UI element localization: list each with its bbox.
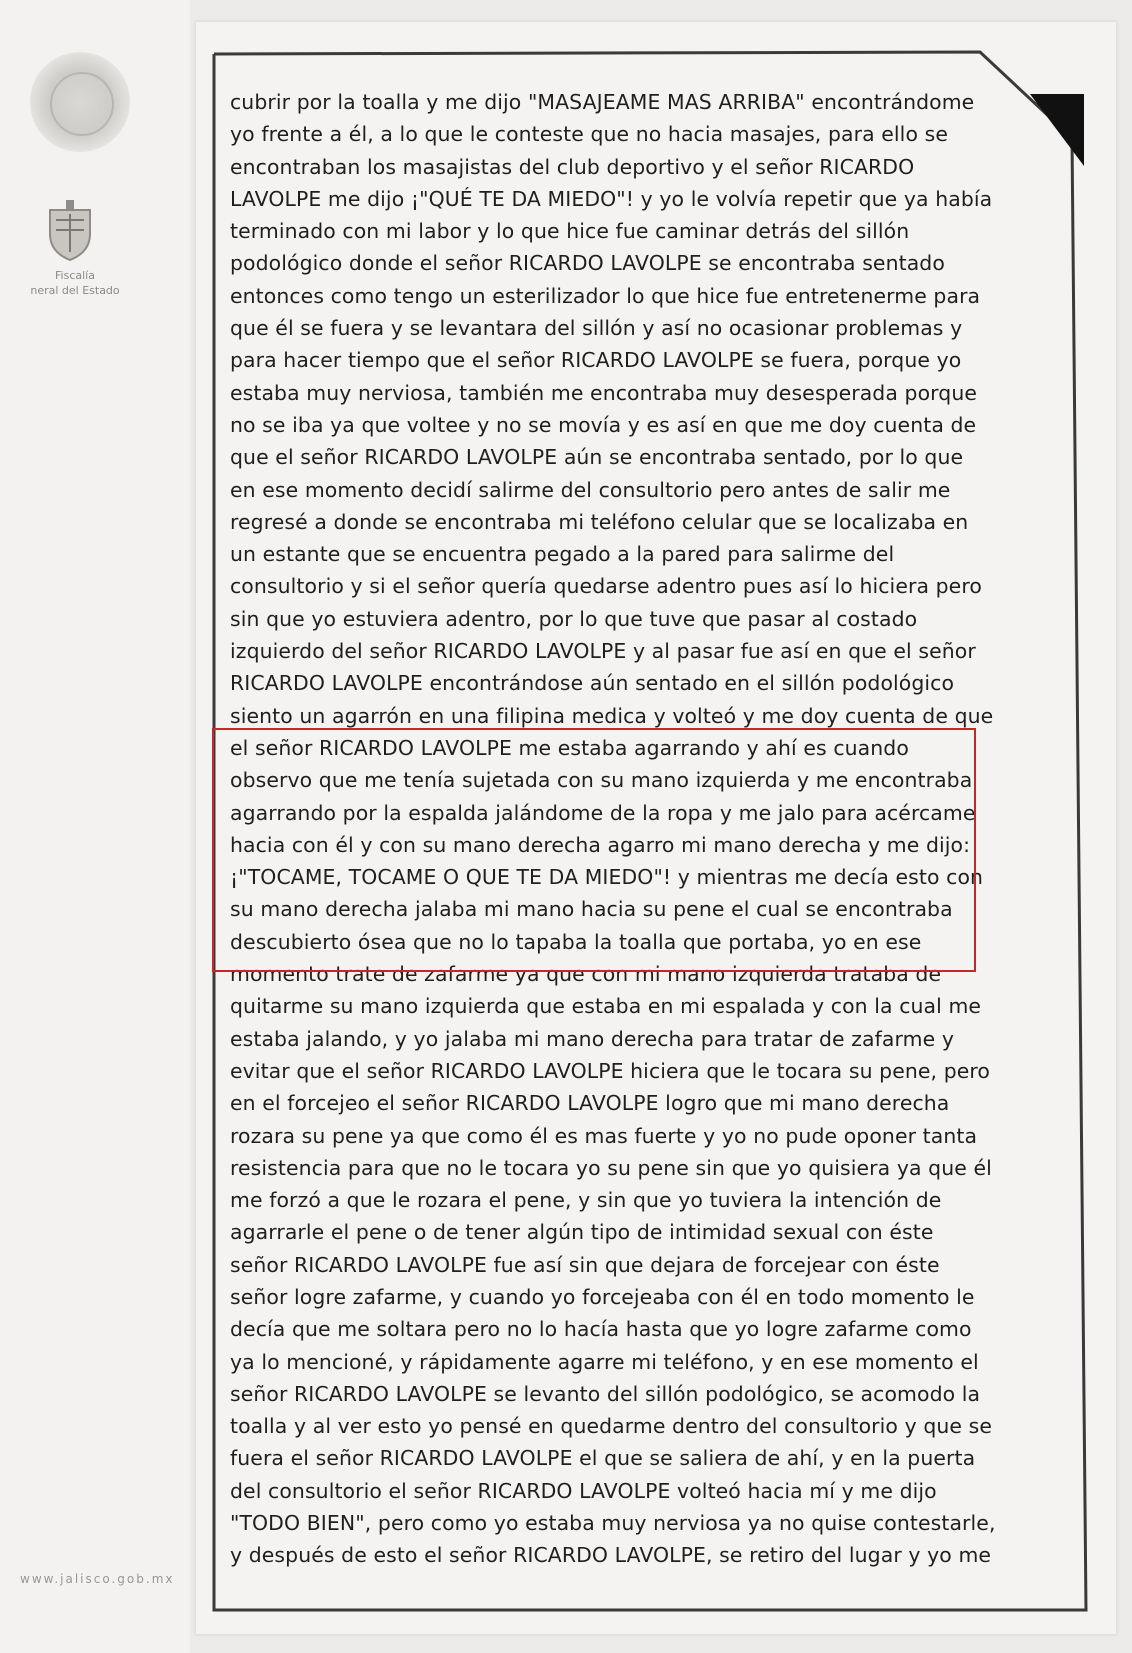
- text-line: agarrarle el pene o de tener algún tipo de intimidad sexual con éste: [230, 1220, 934, 1245]
- text-line: su mano derecha jalaba mi mano hacia su pene el cual se encontraba: [230, 897, 953, 922]
- text-line: señor RICARDO LAVOLPE se levanto del sillón podológico, se acomodo la: [230, 1381, 981, 1406]
- website-url: www.jalisco.gob.mx: [20, 1572, 175, 1586]
- text-line: que el señor RICARDO LAVOLPE aún se encontraba sentado, por lo que: [230, 445, 964, 470]
- text-line: encontraban los masajistas del club deportivo y el señor RICARDO: [230, 154, 915, 179]
- fiscalia-label: [10, 268, 140, 298]
- text-line: que él se fuera y se levantara del sillón y así no ocasionar problemas y: [230, 316, 963, 341]
- text-line: señor RICARDO LAVOLPE fue así sin que dejara de forcejear con éste: [230, 1252, 940, 1277]
- text-line: estaba jalando, y yo jalaba mi mano derecha para tratar de zafarme y: [230, 1026, 954, 1051]
- text-line: momento trate de zafarme ya que con mi mano izquierda trataba de: [230, 962, 942, 987]
- text-line: toalla y al ver esto yo pensé en quedarme dentro del consultorio y que se: [230, 1414, 993, 1439]
- text-line: sin que yo estuviera adentro, por lo que tuve que pasar al costado: [230, 606, 918, 631]
- text-line: siento un agarrón en una filipina medica y volteó y me doy cuenta de que: [230, 703, 994, 728]
- seal-ring: [50, 72, 114, 136]
- text-line: quitarme su mano izquierda que estaba en mi espalada y con la cual me: [230, 994, 982, 1019]
- text-line: no se iba ya que voltee y no se movía y es así en que me doy cuenta de: [230, 412, 977, 437]
- text-line: ya lo mencioné, y rápidamente agarre mi teléfono, y en ese momento el: [230, 1349, 979, 1374]
- jalisco-crest-icon: [42, 200, 98, 262]
- text-line: RICARDO LAVOLPE encontrándose aún sentado en el sillón podológico: [230, 671, 955, 696]
- text-line: cubrir por la toalla y me dijo "MASAJEAME MAS ARRIBA" encontrándome: [230, 90, 975, 114]
- text-line: en ese momento decidí salirme del consultorio pero antes de salir me: [230, 477, 951, 502]
- text-line: rozara su pene ya que como él es mas fuerte y yo no pude oponer tanta: [230, 1123, 978, 1148]
- text-line: evitar que el señor RICARDO LAVOLPE hiciera que le tocara su pene, pero: [230, 1058, 990, 1083]
- document-page: [196, 22, 1116, 1634]
- text-line: hacia con él y con su mano derecha agarro mi mano derecha y me dijo:: [230, 832, 971, 857]
- text-line: estaba muy nerviosa, también me encontraba muy desesperada porque: [230, 380, 977, 405]
- text-line: LAVOLPE me dijo ¡"QUÉ TE DA MIEDO"! y yo le volvía repetir que ya había: [230, 186, 993, 211]
- text-line: y después de esto el señor RICARDO LAVOLPE, se retiro del lugar y yo me: [230, 1543, 992, 1568]
- text-line: yo frente a él, a lo que le conteste que no hacia masajes, para ello se: [230, 122, 948, 147]
- text-line: el señor RICARDO LAVOLPE me estaba agarrando y ahí es cuando: [230, 735, 909, 760]
- text-line: un estante que se encuentra pegado a la pared para salirme del: [230, 542, 895, 567]
- text-line: consultorio y si el señor quería quedarse adentro pues así lo hiciera pero: [230, 574, 982, 599]
- text-line: para hacer tiempo que el señor RICARDO LAVOLPE se fuera, porque yo: [230, 348, 962, 373]
- letterhead-margin: [0, 0, 190, 1653]
- text-line: me forzó a que le rozara el pene, y sin que yo tuviera la intención de: [230, 1188, 942, 1213]
- text-line: del consultorio el señor RICARDO LAVOLPE volteó hacia mí y me dijo: [230, 1478, 937, 1503]
- text-line: decía que me soltara pero no lo hacía hasta que yo logre zafarme como: [230, 1317, 972, 1342]
- text-line: podológico donde el señor RICARDO LAVOLPE se encontraba sentado: [230, 251, 945, 276]
- highlight-box: [212, 728, 976, 972]
- org-line-1: Fiscalía: [55, 269, 95, 282]
- text-line: descubierto ósea que no lo tapaba la toalla que portaba, yo en ese: [230, 929, 922, 954]
- text-line: resistencia para que no le tocara yo su pene sin que yo quisiera ya que él: [230, 1155, 992, 1180]
- text-line: ¡"TOCAME, TOCAME O QUE TE DA MIEDO"! y mientras me decía esto con: [230, 865, 984, 890]
- text-line: izquierdo del señor RICARDO LAVOLPE y al pasar fue así en que el señor: [230, 639, 976, 664]
- text-line: observo que me tenía sujetada con su mano izquierda y me encontraba: [230, 768, 973, 793]
- text-line: regresé a donde se encontraba mi teléfono celular que se localizaba en: [230, 509, 969, 534]
- org-line-2: neral del Estado: [30, 284, 120, 297]
- text-line: "TODO BIEN", pero como yo estaba muy nerviosa ya no quise contestarle,: [230, 1511, 996, 1536]
- text-line: terminado con mi labor y lo que hice fue caminar detrás del sillón: [230, 219, 910, 244]
- text-line: en el forcejeo el señor RICARDO LAVOLPE logro que mi mano derecha: [230, 1091, 950, 1116]
- text-line: fuera el señor RICARDO LAVOLPE el que se saliera de ahí, y en la puerta: [230, 1446, 976, 1471]
- text-line: agarrando por la espalda jalándome de la ropa y me jalo para acércame: [230, 800, 976, 825]
- text-line: entonces como tengo un esterilizador lo que hice fue entretenerme para: [230, 283, 981, 308]
- text-line: señor logre zafarme, y cuando yo forcejeaba con él en todo momento le: [230, 1284, 975, 1309]
